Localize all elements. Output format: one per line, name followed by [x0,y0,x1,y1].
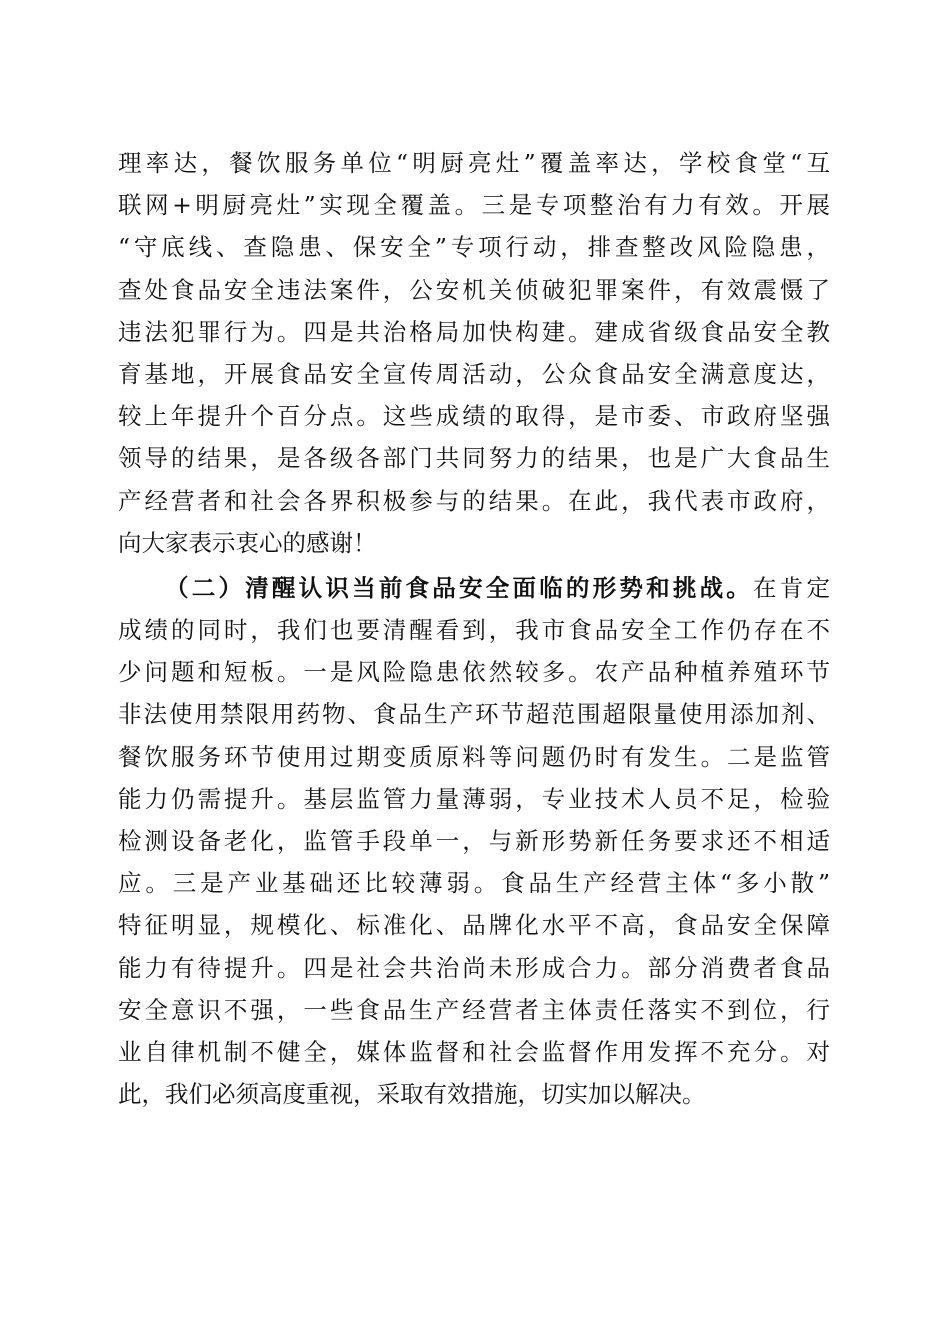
body-text [118,142,830,1115]
text-line: 查处食品安全违法案件，公安机关侦破犯罪案件，有效震慑了 [118,275,830,304]
section-heading-line [118,567,830,609]
heading-line-continuation: 在肯定 [753,573,831,602]
text-line: 少问题和短板。一是风险隐患依然较多。农产品种植养殖环节 [118,658,830,687]
text-line: 安全意识不强，一些食品生产经营者主体责任落实不到位，行 [118,995,830,1024]
text-line: 检测设备老化，监管手段单一，与新形势新任务要求还不相适 [118,827,830,855]
text-line: 较上年提升个百分点。这些成绩的取得，是市委、市政府坚强 [118,402,830,431]
text-line: 能力有待提升。四是社会共治尚未形成合力。部分消费者食品 [118,953,830,982]
section-heading: （二）清醒认识当前食品安全面临的形势和挑战。 [165,573,754,602]
text-line: 餐饮服务环节使用过期变质原料等问题仍时有发生。二是监管 [118,742,830,771]
text-line: 能力仍需提升。基层监管力量薄弱，专业技术人员不足，检验 [118,784,830,813]
text-line: 领导的结果，是各级各部门共同努力的结果，也是广大食品生 [118,444,830,473]
text-line: 违法犯罪行为。四是共治格局加快构建。建成省级食品安全教 [118,317,830,346]
text-line: 特征明显，规模化、标准化、品牌化水平不高，食品安全保障 [118,911,830,940]
text-line: “守底线、查隐患、保安全”专项行动，排查整改风险隐患， [118,233,830,262]
text-line: 理率达，餐饮服务单位“明厨亮灶”覆盖率达，学校食堂“互 [118,149,830,177]
text-line: 此，我们必须高度重视，采取有效措施，切实加以解决。 [118,1080,706,1109]
text-line: 产经营者和社会各界积极参与的结果。在此，我代表市政府， [118,486,830,515]
paragraph-challenges [118,567,830,1115]
text-line: 向大家表示衷心的感谢！ [118,528,377,557]
text-line: 联网+明厨亮灶”实现全覆盖。三是专项整治有力有效。开展 [118,191,830,220]
text-line: 应。三是产业基础还比较薄弱。食品生产经营主体“多小散” [118,869,830,898]
paragraph-achievements [118,142,830,564]
text-line: 育基地，开展食品安全宣传周活动，公众食品安全满意度达， [118,359,830,388]
text-line: 业自律机制不健全，媒体监督和社会监督作用发挥不充分。对 [118,1037,830,1066]
text-line: 成绩的同时，我们也要清醒看到，我市食品安全工作仍存在不 [118,616,830,645]
text-line: 非法使用禁限用药物、食品生产环节超范围超限量使用添加剂、 [118,700,830,729]
